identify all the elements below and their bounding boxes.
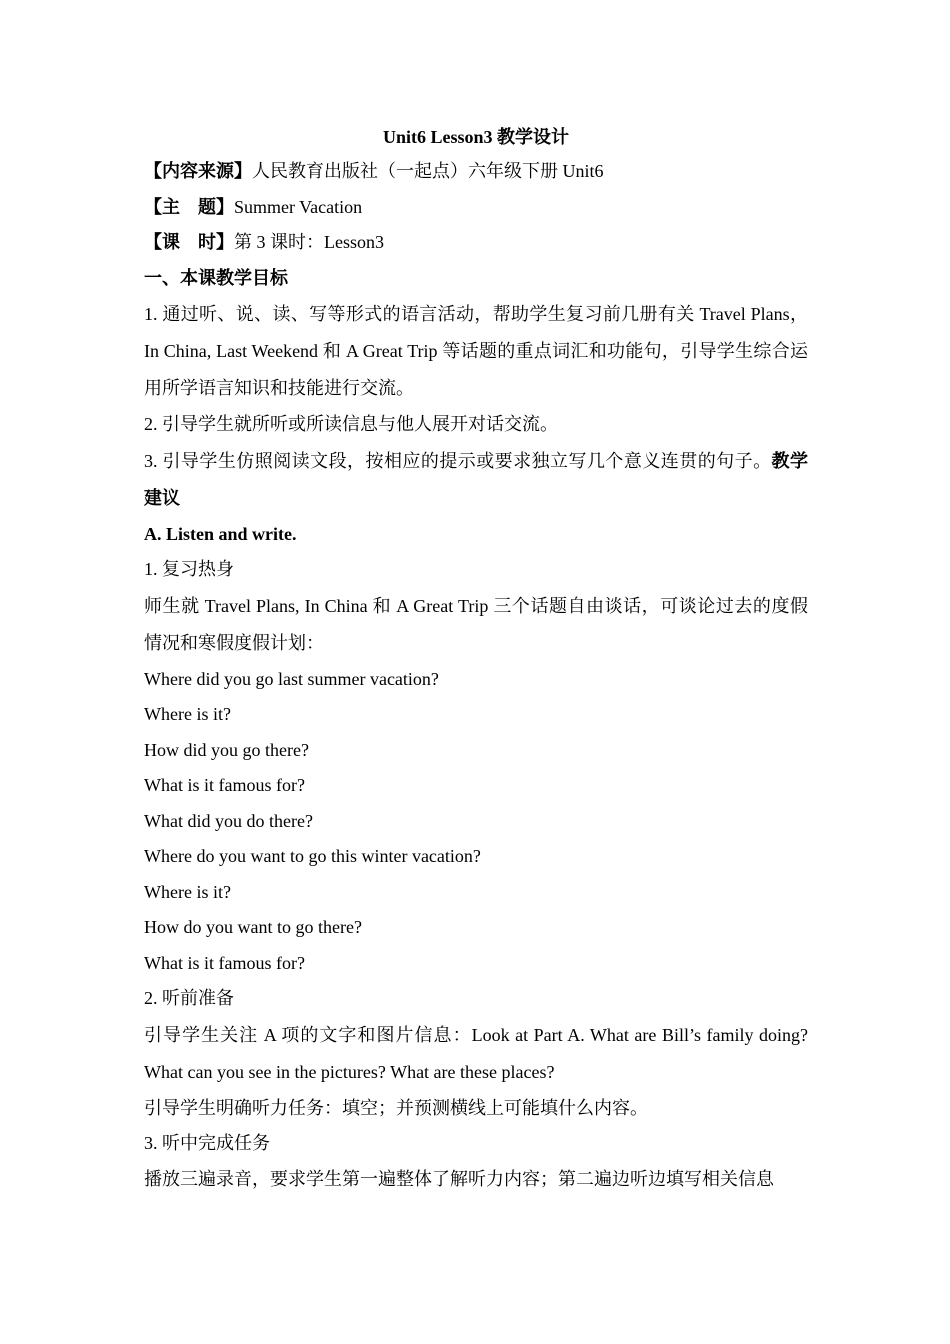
step-2-task: 引导学生明确听力任务：填空；并预测横线上可能填什么内容。 — [144, 1097, 648, 1118]
warmup-question: How do you want to go there? — [144, 917, 362, 937]
warmup-question: Where did you go last summer vacation? — [144, 668, 439, 689]
warmup-question: How did you go there? — [144, 739, 309, 760]
teaching-suggestions-heading: 教学建议 — [144, 450, 809, 508]
step-1-description: 师生就 Travel Plans, In China 和 A Great Trip 三个话题自由谈话，可谈论过去的度假情况和寒假度假计划： — [144, 595, 808, 653]
warmup-question: Where is it? — [144, 881, 231, 902]
warmup-question: What is it famous for? — [144, 952, 305, 973]
lesson-period-label: 【课 时】 — [144, 232, 234, 252]
lesson-period-value: 第 3 课时：Lesson3 — [234, 232, 384, 252]
lesson-topic-label: 【主 题】 — [144, 196, 234, 217]
content-source-value: 人民教育出版社（一起点）六年级下册 Unit6 — [252, 161, 604, 181]
goal-1: 1. 通过听、说、读、写等形式的语言活动，帮助学生复习前几册有关 Travel Plans，In China, Last Weekend 和 A Great Trip 等话题的重点词汇和功能句，引导学生综合运用所学语言知识和技能进行交流。 — [144, 304, 808, 398]
step-3-description: 播放三遍录音，要求学生第一遍整体了解听力内容；第二遍边听边填写相关信息 — [144, 1168, 774, 1189]
lesson-topic — [144, 190, 808, 226]
goal-3-text: 3. 引导学生仿照阅读文段，按相应的提示或要求独立写几个意义连贯的句子。 — [144, 450, 772, 471]
document-page — [144, 120, 808, 1197]
warmup-question: Where do you want to go this winter vacation? — [144, 846, 481, 866]
part-a-heading: A. Listen and write. — [144, 523, 297, 544]
step-3-title: 3. 听中完成任务 — [144, 1133, 270, 1153]
step-2-title: 2. 听前准备 — [144, 988, 234, 1008]
content-source — [144, 154, 808, 190]
lesson-period — [144, 225, 808, 261]
goal-3 — [144, 443, 808, 517]
warmup-question: What did you do there? — [144, 810, 313, 831]
section-goals-heading: 一、本课教学目标 — [144, 267, 288, 288]
step-1-title: 1. 复习热身 — [144, 559, 234, 579]
step-2-description: 引导学生关注 A 项的文字和图片信息：Look at Part A. What are Bill’s family doing? What can you see in the pictures? What are these places? — [144, 1024, 808, 1082]
content-source-label: 【内容来源】 — [144, 161, 252, 181]
document-title: Unit6 Lesson3 教学设计 — [382, 127, 570, 147]
goal-2: 2. 引导学生就所听或所读信息与他人展开对话交流。 — [144, 414, 558, 434]
lesson-topic-value: Summer Vacation — [234, 196, 363, 217]
warmup-question: Where is it? — [144, 704, 231, 724]
warmup-question: What is it famous for? — [144, 775, 305, 795]
